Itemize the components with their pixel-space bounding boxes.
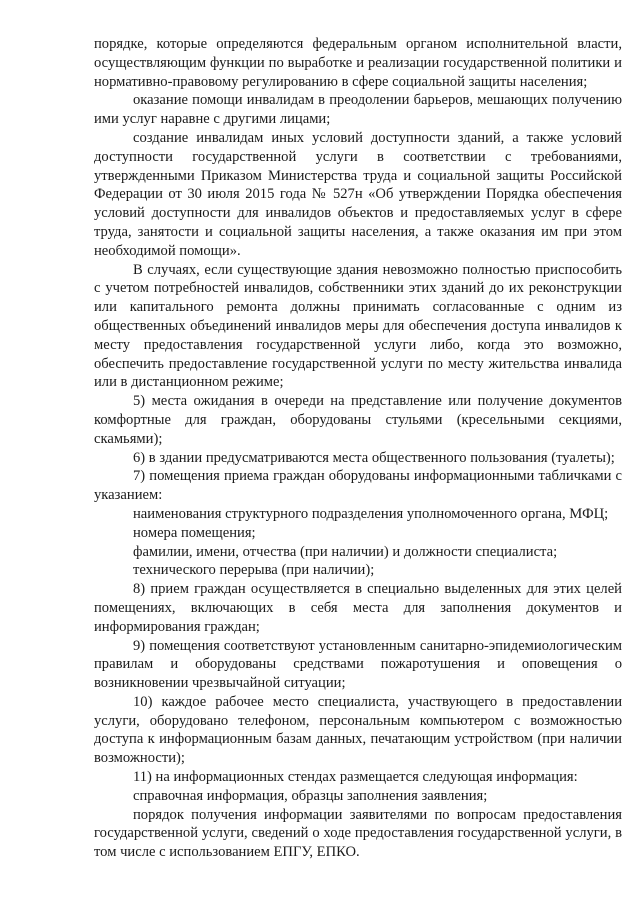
paragraph-2: оказание помощи инвалидам в преодолении барьеров, мешающих получению ими услуг наравне с другими лицами; xyxy=(94,92,622,128)
paragraph-6: 6) в здании предусматриваются места общественного пользования (туалеты); xyxy=(133,449,615,466)
paragraph-14: 10) каждое рабочее место специалиста, участвующего в предоставлении услуги, оборудовано телефоном, персональным компьютером с возможностью доступа к информационным базам данных, печатающим устройством (при наличии возможности); xyxy=(94,693,622,767)
paragraph-17: порядок получения информации заявителями по вопросам предоставления государственной услуги, сведений о ходе предоставления государственной услуги, в том числе с использованием ЕПГУ, ЕПКО. xyxy=(94,806,622,861)
paragraph-8: наименования структурного подразделения уполномоченного органа, МФЦ; xyxy=(133,505,609,522)
paragraph-5: 5) места ожидания в очереди на представление или получение документов комфортные для граждан, оборудованы стульями (кресельными секциями, скамьями); xyxy=(94,393,622,447)
paragraph-4: В случаях, если существующие здания невозможно полностью приспособить с учетом потребностей инвалидов, собственники этих зданий до их реконструкции или капитального ремонта должны принимать согласованные с одним из общественных объединений инвалидов меры для обеспечения доступа инвалидов к месту предоставления государственной услуги либо, когда это возможно, обеспечить предоставление государственной услуги по месту жительства инвалида или в дистанционном режиме; xyxy=(94,261,622,391)
paragraph-1: порядке, которые определяются федеральным органом исполнительной власти, осуществляющим функции по выработке и реализации государственной политики и нормативно-правовому регулированию в сфере социальной защиты населения; xyxy=(94,36,622,90)
paragraph-16: справочная информация, образцы заполнения заявления; xyxy=(133,787,488,804)
paragraph-7: 7) помещения приема граждан оборудованы информационными табличками с указанием: xyxy=(94,468,622,504)
paragraph-11: технического перерыва (при наличии); xyxy=(133,562,375,579)
paragraph-15: 11) на информационных стендах размещается следующая информация: xyxy=(133,769,578,786)
paragraph-3: создание инвалидам иных условий доступности зданий, а также условий доступности государственной услуги в соответствии с требованиями, утвержденными Приказом Министерства труда и социальной защиты Российской Федерации от 30 июля 2015 года № 527н «Об утверждении Порядка обеспечения условий доступности для инвалидов объектов и предоставляемых услуг в сфере труда, занятости и социальной защиты населения, а также оказания им при этом необходимой помощи». xyxy=(94,129,622,259)
paragraph-13: 9) помещения соответствуют установленным санитарно-эпидемиологическим правилам и оборудованы средствами пожаротушения и оповещения о возникновении чрезвычайной ситуации; xyxy=(94,637,622,692)
paragraph-9: номера помещения; xyxy=(133,524,256,541)
document-page xyxy=(94,35,622,862)
paragraph-10: фамилии, имени, отчества (при наличии) и должности специалиста; xyxy=(133,543,558,560)
paragraph-12: 8) прием граждан осуществляется в специально выделенных для этих целей помещениях, включающих в себя места для заполнения документов и информирования граждан; xyxy=(94,581,622,635)
